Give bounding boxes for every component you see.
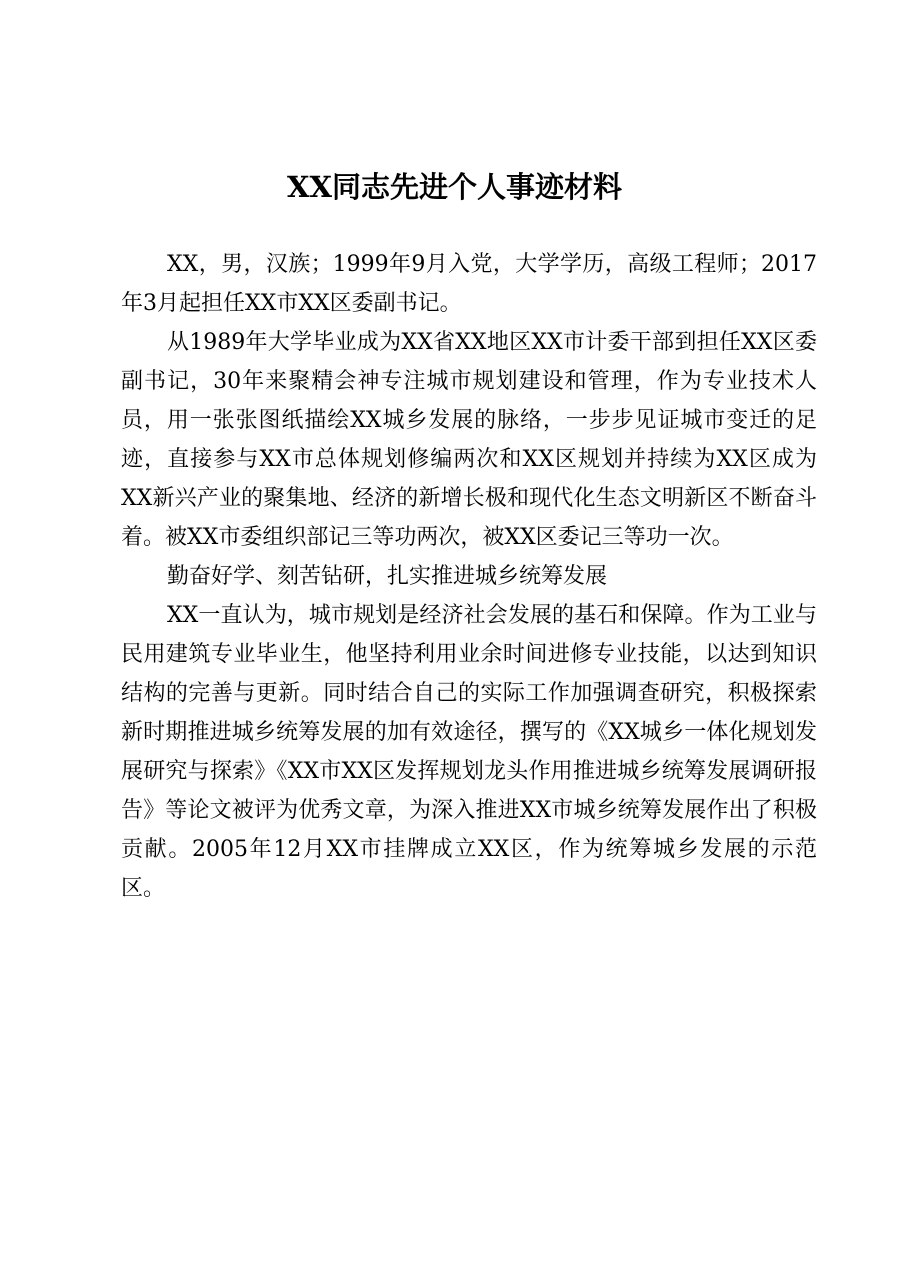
paragraph-study-research: XX一直认为，城市规划是经济社会发展的基石和保障。作为工业与民用建筑专业毕业生，他坚持利用业余时间进修专业技能，以达到知识结构的完善与更新。同时结合自己的实际工作加强调查研究，积极探索新时期推进城乡统筹发展的加有效途径，撰写的《XX城乡一体化规划发展研究与探索》《XX市XX区发挥规划龙头作用推进城乡统筹发展调研报告》等论文被评为优秀文章，为深入推进XX市城乡统筹发展作出了积极贡献。2005年12月XX市挂牌成立XX区，作为统筹城乡发展的示范区。 [121,603,817,901]
document-body [121,245,817,908]
paragraph-career-summary: 从1989年大学毕业成为XX省XX地区XX市计委干部到担任XX区委副书记，30年来聚精会神专注城市规划建设和管理，作为专业技术人员，用一张张图纸描绘XX城乡发展的脉络，一步步见证城市变迁的足迹，直接参与XX市总体规划修编两次和XX区规划并持续为XX区成为XX新兴产业的聚集地、经济的新增长极和现代化生态文明新区不断奋斗着。被XX市委组织部记三等功两次，被XX区委记三等功一次。 [121,330,817,550]
paragraph-personal-info: XX，男，汉族；1999年9月入党，大学学历，高级工程师；2017年3月起担任XX市XX区委副书记。 [121,252,817,316]
section-heading: 勤奋好学、刻苦钻研，扎实推进城乡统筹发展 [167,564,608,589]
document-title: XX同志先进个人事迹材料 [286,170,622,204]
